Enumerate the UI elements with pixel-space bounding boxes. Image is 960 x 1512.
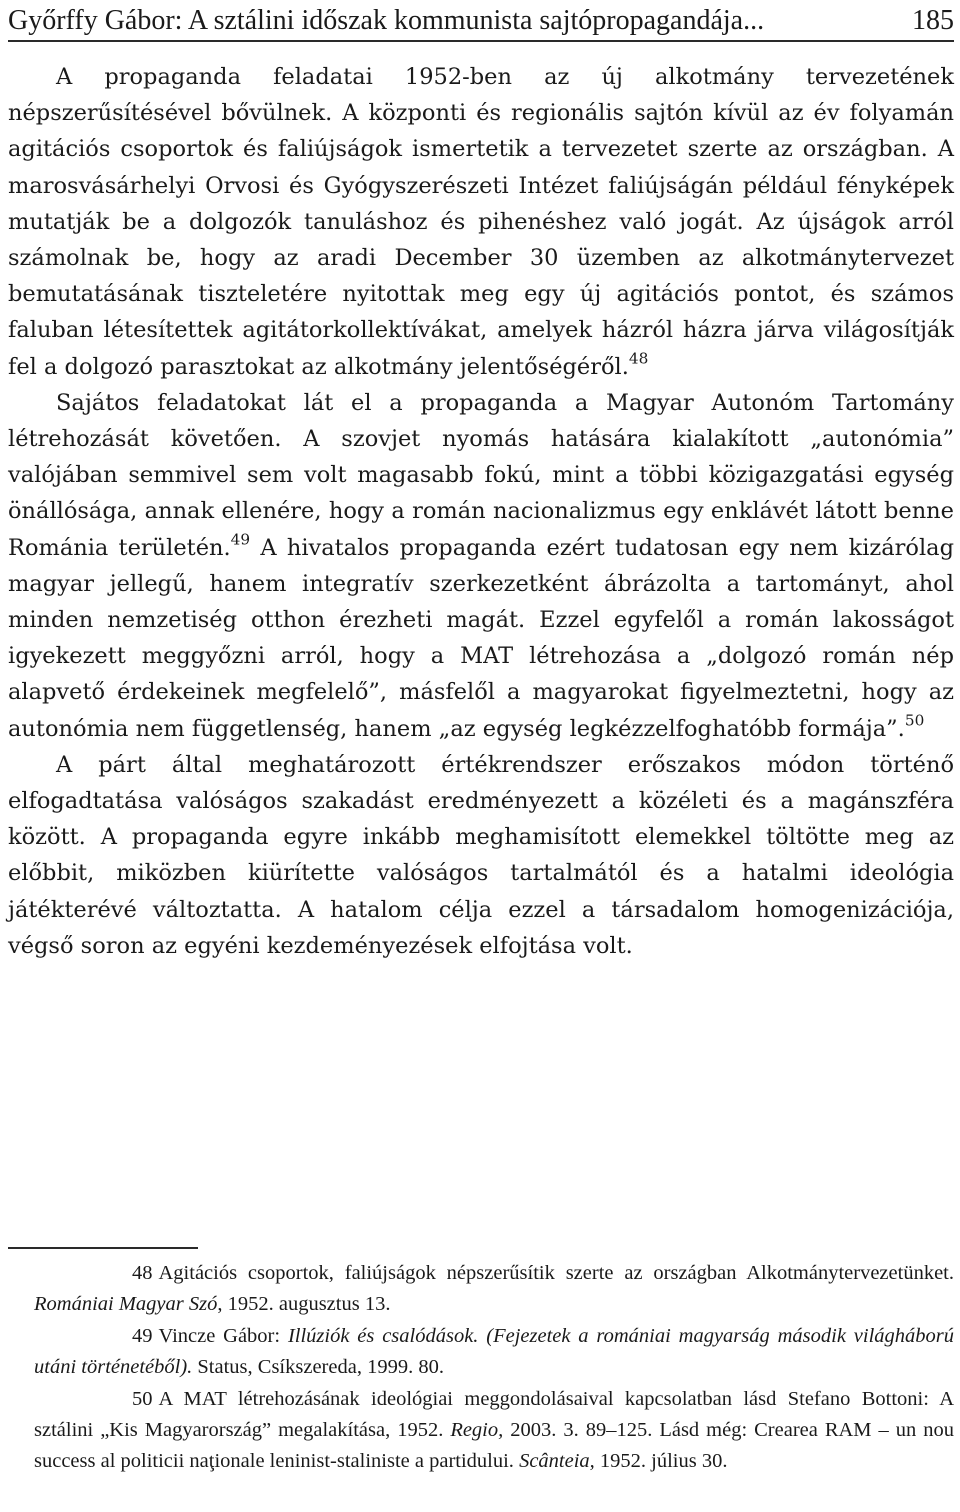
footnote-48 bbox=[34, 1258, 954, 1320]
footnote-49 bbox=[34, 1321, 954, 1383]
footnote-ref-48[interactable]: 48 bbox=[628, 348, 649, 367]
footnote-ref-50[interactable]: 50 bbox=[904, 710, 925, 729]
footnotes bbox=[34, 1258, 954, 1478]
footnote-50 bbox=[34, 1384, 954, 1477]
footnote-author: Vincze Gábor: bbox=[158, 1325, 288, 1347]
page-number: 185 bbox=[912, 5, 954, 36]
footnote-ref-49[interactable]: 49 bbox=[230, 529, 251, 548]
footnote-source: Regio, bbox=[450, 1419, 504, 1441]
footnote-text: Agitációs csoportok, faliújságok népszerűsítik szerte az országban Alkotmánytervezetünket. bbox=[158, 1262, 954, 1284]
footnote-text: A MAT létrehozásának ideológiai meggondolásaival kapcsolatban lásd Stefano Bottoni: A sztálini „Kis Magyarország” megalakítása, 1952. bbox=[34, 1388, 954, 1441]
paragraph-text: Sajátos feladatokat lát el a propaganda a Magyar Autonóm Tartomány létrehozását követően. A szovjet nyomás hatására kialakított „autonómia” valójában semmivel sem volt magasabb fokú, mint a többi közigazgatási egység önállósága, annak ellenére, hogy a román nacionalizmus egy enklávét látott benne Románia területén. bbox=[8, 389, 954, 561]
paragraph bbox=[8, 747, 954, 964]
footnote-text: 1952. július 30. bbox=[594, 1450, 728, 1472]
paragraph-text: A propaganda feladatai 1952-ben az új alkotmány tervezetének népszerűsítésével bővülnek. A központi és regionális sajtón kívül az év folyamán agitációs csoportok és faliújságok ismertetik a tervezetet szerte az országban. A marosvásárhelyi Orvosi és Gyógyszerészeti Intézet faliújságán például fényképek mutatják be a dolgozók tanuláshoz és pihenéshez való jogát. Az újságok arról számolnak be, hogy az aradi December 30 üzemben az alkotmánytervezet bemutatásának tiszteletére nyitottak meg egy új agitációs pontot, és számos faluban létesítettek agitátorkollektívákat, amelyek házról házra járva világosítják fel a dolgozó parasztokat az alkotmány jelentőségéről. bbox=[8, 64, 954, 380]
running-header bbox=[8, 2, 954, 42]
footnote-source: Scânteia, bbox=[519, 1450, 595, 1472]
footnote-text: , 1952. augusztus 13. bbox=[217, 1293, 391, 1315]
footnote-number: 49 bbox=[132, 1325, 153, 1347]
paragraph bbox=[8, 59, 954, 385]
footnote-source: Romániai Magyar Szó bbox=[34, 1293, 218, 1315]
paragraph bbox=[8, 385, 954, 747]
footnote-number: 48 bbox=[132, 1262, 153, 1284]
footnote-text: Status, Csíkszereda, 1999. 80. bbox=[192, 1356, 444, 1378]
running-title: Győrffy Gábor: A sztálini időszak kommunista sajtópropagandája... bbox=[8, 5, 765, 36]
body-text bbox=[8, 59, 954, 964]
footnote-source: Illúziók és csalódások. (Fejezetek a romániai magyarság második világháború utáni történetéből). bbox=[34, 1325, 954, 1378]
footnote-text: 2003. 3. 89–125. Lásd még: Crearea RAM – un nou success al politicii naţionale leninist-staliniste a partidului. bbox=[34, 1419, 954, 1472]
footnote-separator bbox=[8, 1247, 198, 1249]
footnote-number: 50 bbox=[132, 1388, 153, 1410]
paragraph-text: A hivatalos propaganda ezért tudatosan egy nem kizárólag magyar jellegű, hanem integratív szerkezetként ábrázolta a tartományt, ahol minden nemzetiség otthon érezheti magát. Ezzel egyfelől a román lakosságot igyekezett meggyőzni arról, hogy a MAT létrehozása a „dolgozó román nép alapvető érdekeinek megfelelő”, másfelől a magyarokat figyelmeztetni, hogy az autonómia nem függetlenség, hanem „az egység legkézzelfoghatóbb formája”. bbox=[8, 534, 954, 742]
paragraph-text: A párt által meghatározott értékrendszer erőszakos módon történő elfogadtatása valóságos szakadást eredményezett a közéleti és a magánszféra között. A propaganda egyre inkább meghamisított elemekkel töltötte meg az előbbit, miközben kiürítette valóságos tartalmától és a hatalmi ideológia játékterévé változtatta. A hatalom célja ezzel a társadalom homogenizációja, végső soron az egyéni kezdeményezések elfojtása volt. bbox=[8, 751, 954, 959]
